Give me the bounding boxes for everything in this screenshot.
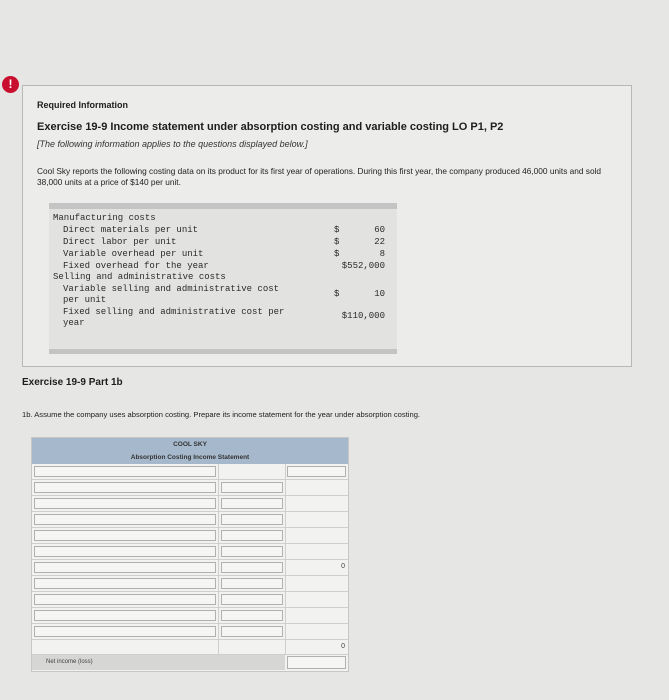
row-amount-cell — [219, 512, 286, 527]
row-label-cell — [32, 480, 219, 495]
amount-input[interactable] — [221, 530, 283, 541]
cost-label: Variable selling and administrative cost — [63, 284, 280, 294]
table-row — [32, 496, 348, 512]
amount-input[interactable] — [287, 466, 346, 477]
table-row — [32, 544, 348, 560]
amount-input[interactable] — [221, 562, 283, 573]
problem-description: Cool Sky reports the following costing data on its product for its first year of operations. During this first year, the company produced 46,000 units and sold 38,000 units at a price of $140 per unit. — [37, 166, 602, 187]
cost-dollar: $ — [334, 249, 340, 259]
cost-value: 22 — [374, 237, 385, 247]
row-amount-cell — [219, 640, 286, 654]
row-label-cell — [32, 512, 219, 527]
table-row — [32, 512, 348, 528]
amount-input[interactable] — [221, 482, 283, 493]
exercise-title: Exercise 19-9 Income statement under absorption costing and variable costing LO P1, P2 — [37, 121, 504, 133]
pre-net-total-value: 0 — [341, 643, 345, 650]
subtotal-value: 0 — [341, 563, 345, 570]
cost-label-continued: year — [63, 318, 85, 328]
net-income-row — [32, 655, 285, 670]
cost-dollar: $ — [334, 225, 340, 235]
cost-label: Fixed selling and administrative cost per — [63, 307, 285, 317]
amount-input[interactable] — [221, 626, 283, 637]
statement-header — [32, 438, 348, 464]
alert-icon: ! — [2, 76, 19, 93]
row-amount-cell — [219, 576, 286, 591]
cost-value: 8 — [379, 249, 385, 259]
line-item-input[interactable] — [34, 466, 216, 477]
cost-dollar: $ — [334, 237, 340, 247]
line-item-input[interactable] — [34, 626, 216, 637]
net-income-input[interactable] — [287, 656, 346, 669]
row-label-cell — [32, 464, 219, 479]
costing-data-table — [49, 203, 397, 354]
table-row — [32, 464, 348, 480]
amount-input[interactable] — [221, 578, 283, 589]
row-label-cell — [32, 592, 219, 607]
row-amount-cell — [219, 608, 286, 623]
amount-input[interactable] — [221, 514, 283, 525]
statement-company: COOL SKY — [173, 441, 207, 448]
row-label-cell — [32, 528, 219, 543]
amount-input[interactable] — [221, 546, 283, 557]
row-amount-cell — [219, 560, 286, 575]
cost-label: Manufacturing costs — [53, 213, 156, 223]
line-item-input[interactable] — [34, 514, 216, 525]
amount-input[interactable] — [221, 610, 283, 621]
income-statement-form — [31, 437, 349, 672]
table-row — [32, 624, 348, 640]
row-label-cell — [32, 608, 219, 623]
statement-subtitle: Absorption Costing Income Statement — [130, 454, 250, 461]
row-label-cell — [32, 624, 219, 639]
part-title: Exercise 19-9 Part 1b — [22, 377, 123, 388]
cost-label: Fixed overhead for the year — [63, 261, 209, 271]
row-amount-cell — [219, 544, 286, 559]
cost-label: Variable overhead per unit — [63, 249, 204, 259]
row-label-cell — [32, 560, 219, 575]
line-item-input[interactable] — [34, 562, 216, 573]
row-amount-cell — [219, 528, 286, 543]
info-note: [The following information applies to the questions displayed below.] — [37, 139, 308, 149]
row-amount-cell — [219, 592, 286, 607]
table-row — [32, 608, 348, 624]
table-row — [32, 576, 348, 592]
amount-input[interactable] — [221, 594, 283, 605]
amount-input[interactable] — [221, 498, 283, 509]
cost-label: Direct materials per unit — [63, 225, 199, 235]
line-item-input[interactable] — [34, 498, 216, 509]
line-item-input[interactable] — [34, 482, 216, 493]
row-amount-cell — [219, 480, 286, 495]
row-amount-cell — [219, 496, 286, 511]
table-row — [32, 592, 348, 608]
table-row — [32, 528, 348, 544]
cost-label: Direct labor per unit — [63, 237, 177, 247]
net-income-label: Net income (loss) — [46, 659, 93, 665]
cost-value: 10 — [374, 289, 385, 299]
cost-value: 60 — [374, 225, 385, 235]
line-item-input[interactable] — [34, 578, 216, 589]
row-label-cell — [32, 576, 219, 591]
row-amount-cell — [219, 624, 286, 639]
row-label-cell — [32, 640, 219, 654]
cost-value: $110,000 — [341, 311, 385, 321]
table-row — [32, 560, 348, 576]
required-heading: Required Information — [37, 100, 129, 110]
line-item-input[interactable] — [34, 546, 216, 557]
required-information-panel — [22, 85, 632, 367]
part-question: 1b. Assume the company uses absorption costing. Prepare its income statement for the year under absorption costing. — [22, 410, 421, 419]
row-label-cell — [32, 496, 219, 511]
table-row — [32, 640, 348, 655]
cost-label-continued: per unit — [63, 295, 107, 305]
row-amount-cell — [219, 464, 286, 479]
cost-value: $552,000 — [341, 261, 385, 271]
line-item-input[interactable] — [34, 594, 216, 605]
row-label-cell — [32, 544, 219, 559]
cost-dollar: $ — [334, 289, 340, 299]
cost-label: Selling and administrative costs — [53, 272, 226, 282]
line-item-input[interactable] — [34, 610, 216, 621]
line-item-input[interactable] — [34, 530, 216, 541]
table-row — [32, 480, 348, 496]
